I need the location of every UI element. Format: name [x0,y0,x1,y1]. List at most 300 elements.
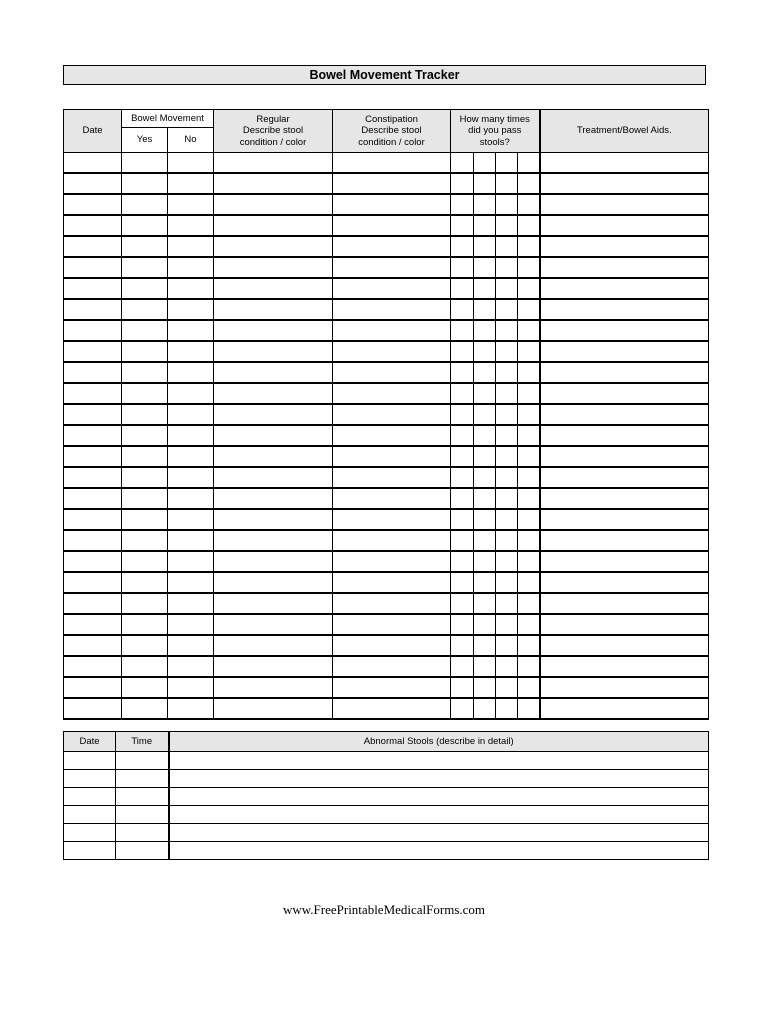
constipation-cell[interactable] [333,404,451,425]
constipation-cell[interactable] [333,488,451,509]
yes-cell[interactable] [122,572,168,593]
regular-cell[interactable] [214,194,333,215]
times-cell-1[interactable] [451,677,474,698]
no-cell[interactable] [168,698,214,719]
times-cell-3[interactable] [496,677,518,698]
times-cell-1[interactable] [451,362,474,383]
times-cell-1[interactable] [451,383,474,404]
treatment-cell[interactable] [540,446,709,467]
constipation-cell[interactable] [333,509,451,530]
times-cell-3[interactable] [496,194,518,215]
times-cell-1[interactable] [451,467,474,488]
treatment-cell[interactable] [540,572,709,593]
treatment-cell[interactable] [540,593,709,614]
no-cell[interactable] [168,153,214,174]
treatment-cell[interactable] [540,173,709,194]
abnormal-description-cell[interactable] [169,788,709,806]
yes-cell[interactable] [122,320,168,341]
abnormal-description-cell[interactable] [169,806,709,824]
yes-cell[interactable] [122,404,168,425]
times-cell-1[interactable] [451,656,474,677]
times-cell-4[interactable] [518,488,540,509]
times-cell-1[interactable] [451,572,474,593]
header-date: Date [64,110,122,153]
yes-cell[interactable] [122,173,168,194]
times-cell-3[interactable] [496,593,518,614]
times-cell-1[interactable] [451,551,474,572]
treatment-cell[interactable] [540,488,709,509]
treatment-cell[interactable] [540,425,709,446]
regular-cell[interactable] [214,509,333,530]
no-cell[interactable] [168,656,214,677]
regular-cell[interactable] [214,362,333,383]
abnormal-time-cell[interactable] [116,842,169,860]
regular-cell[interactable] [214,404,333,425]
constipation-cell[interactable] [333,194,451,215]
yes-cell[interactable] [122,530,168,551]
times-cell-2[interactable] [474,320,496,341]
date-cell[interactable] [64,551,122,572]
times-cell-2[interactable] [474,488,496,509]
treatment-cell[interactable] [540,194,709,215]
no-cell[interactable] [168,278,214,299]
times-cell-3[interactable] [496,236,518,257]
yes-cell[interactable] [122,194,168,215]
treatment-cell[interactable] [540,257,709,278]
date-cell[interactable] [64,488,122,509]
abnormal-time-cell[interactable] [116,752,169,770]
yes-cell[interactable] [122,551,168,572]
yes-cell[interactable] [122,362,168,383]
times-cell-4[interactable] [518,677,540,698]
yes-cell[interactable] [122,446,168,467]
date-cell[interactable] [64,635,122,656]
times-cell-1[interactable] [451,698,474,719]
constipation-cell[interactable] [333,153,451,174]
times-cell-4[interactable] [518,698,540,719]
treatment-cell[interactable] [540,383,709,404]
no-cell[interactable] [168,194,214,215]
regular-cell[interactable] [214,698,333,719]
yes-cell[interactable] [122,635,168,656]
yes-cell[interactable] [122,467,168,488]
no-cell[interactable] [168,488,214,509]
times-cell-3[interactable] [496,404,518,425]
times-cell-1[interactable] [451,509,474,530]
times-cell-4[interactable] [518,299,540,320]
no-cell[interactable] [168,341,214,362]
times-cell-2[interactable] [474,614,496,635]
constipation-cell[interactable] [333,614,451,635]
regular-cell[interactable] [214,341,333,362]
times-cell-2[interactable] [474,530,496,551]
times-cell-3[interactable] [496,383,518,404]
times-cell-3[interactable] [496,698,518,719]
yes-cell[interactable] [122,153,168,174]
regular-cell[interactable] [214,677,333,698]
times-cell-4[interactable] [518,383,540,404]
treatment-cell[interactable] [540,509,709,530]
constipation-cell[interactable] [333,677,451,698]
abnormal-row [64,824,709,842]
times-cell-1[interactable] [451,194,474,215]
times-cell-3[interactable] [496,551,518,572]
date-cell[interactable] [64,593,122,614]
yes-cell[interactable] [122,257,168,278]
times-cell-4[interactable] [518,467,540,488]
abnormal-description-cell[interactable] [169,842,709,860]
tracker-row [64,236,709,257]
yes-cell[interactable] [122,215,168,236]
times-cell-2[interactable] [474,572,496,593]
no-cell[interactable] [168,173,214,194]
times-cell-3[interactable] [496,467,518,488]
times-cell-1[interactable] [451,341,474,362]
times-cell-1[interactable] [451,278,474,299]
times-cell-4[interactable] [518,551,540,572]
constipation-cell[interactable] [333,593,451,614]
regular-cell[interactable] [214,635,333,656]
date-cell[interactable] [64,404,122,425]
no-cell[interactable] [168,236,214,257]
date-cell[interactable] [64,698,122,719]
times-cell-4[interactable] [518,572,540,593]
regular-cell[interactable] [214,530,333,551]
constipation-cell[interactable] [333,236,451,257]
times-cell-2[interactable] [474,446,496,467]
times-cell-1[interactable] [451,614,474,635]
times-cell-2[interactable] [474,467,496,488]
no-cell[interactable] [168,404,214,425]
date-cell[interactable] [64,383,122,404]
times-cell-4[interactable] [518,215,540,236]
no-cell[interactable] [168,446,214,467]
constipation-cell[interactable] [333,656,451,677]
times-cell-3[interactable] [496,257,518,278]
times-cell-1[interactable] [451,257,474,278]
times-cell-4[interactable] [518,635,540,656]
treatment-cell[interactable] [540,551,709,572]
no-cell[interactable] [168,467,214,488]
treatment-cell[interactable] [540,530,709,551]
yes-cell[interactable] [122,656,168,677]
regular-cell[interactable] [214,467,333,488]
regular-cell[interactable] [214,572,333,593]
times-cell-4[interactable] [518,257,540,278]
abnormal-date-cell[interactable] [64,770,116,788]
times-cell-1[interactable] [451,153,474,174]
times-cell-4[interactable] [518,278,540,299]
times-cell-4[interactable] [518,341,540,362]
constipation-cell[interactable] [333,530,451,551]
no-cell[interactable] [168,635,214,656]
times-cell-3[interactable] [496,656,518,677]
treatment-cell[interactable] [540,278,709,299]
yes-cell[interactable] [122,425,168,446]
regular-cell[interactable] [214,383,333,404]
treatment-cell[interactable] [540,236,709,257]
tracker-row [64,153,709,174]
times-cell-4[interactable] [518,153,540,174]
date-cell[interactable] [64,509,122,530]
regular-cell[interactable] [214,236,333,257]
tracker-row [64,698,709,719]
times-cell-2[interactable] [474,698,496,719]
times-cell-1[interactable] [451,635,474,656]
abnormal-description-cell[interactable] [169,752,709,770]
yes-cell[interactable] [122,509,168,530]
abnormal-date-cell[interactable] [64,788,116,806]
times-cell-3[interactable] [496,635,518,656]
times-cell-2[interactable] [474,404,496,425]
abnormal-date-cell[interactable] [64,752,116,770]
constipation-cell[interactable] [333,320,451,341]
times-cell-2[interactable] [474,383,496,404]
times-cell-2[interactable] [474,635,496,656]
yes-cell[interactable] [122,383,168,404]
date-cell[interactable] [64,341,122,362]
times-cell-1[interactable] [451,425,474,446]
times-cell-4[interactable] [518,656,540,677]
date-cell[interactable] [64,320,122,341]
abnormal-description-cell[interactable] [169,824,709,842]
yes-cell[interactable] [122,299,168,320]
constipation-cell[interactable] [333,698,451,719]
date-cell[interactable] [64,425,122,446]
abnormal-date-cell[interactable] [64,824,116,842]
abnormal-date-cell[interactable] [64,842,116,860]
constipation-cell[interactable] [333,467,451,488]
constipation-cell[interactable] [333,551,451,572]
treatment-cell[interactable] [540,299,709,320]
regular-cell[interactable] [214,614,333,635]
tracker-row [64,677,709,698]
times-cell-1[interactable] [451,446,474,467]
abnormal-description-cell[interactable] [169,770,709,788]
times-cell-2[interactable] [474,341,496,362]
constipation-cell[interactable] [333,341,451,362]
date-cell[interactable] [64,194,122,215]
times-cell-3[interactable] [496,299,518,320]
times-cell-2[interactable] [474,593,496,614]
treatment-cell[interactable] [540,656,709,677]
treatment-cell[interactable] [540,467,709,488]
abnormal-time-cell[interactable] [116,824,169,842]
times-cell-3[interactable] [496,425,518,446]
abnormal-time-cell[interactable] [116,806,169,824]
times-cell-3[interactable] [496,320,518,341]
regular-cell[interactable] [214,656,333,677]
treatment-cell[interactable] [540,614,709,635]
times-cell-4[interactable] [518,173,540,194]
times-cell-4[interactable] [518,320,540,341]
constipation-cell[interactable] [333,278,451,299]
times-cell-4[interactable] [518,530,540,551]
yes-cell[interactable] [122,698,168,719]
treatment-cell[interactable] [540,698,709,719]
constipation-cell[interactable] [333,446,451,467]
regular-cell[interactable] [214,173,333,194]
abnormal-time-cell[interactable] [116,770,169,788]
times-cell-2[interactable] [474,257,496,278]
yes-cell[interactable] [122,614,168,635]
constipation-cell[interactable] [333,635,451,656]
regular-cell[interactable] [214,425,333,446]
no-cell[interactable] [168,215,214,236]
times-cell-3[interactable] [496,509,518,530]
constipation-cell[interactable] [333,383,451,404]
times-cell-2[interactable] [474,551,496,572]
regular-cell[interactable] [214,299,333,320]
times-cell-2[interactable] [474,425,496,446]
times-cell-3[interactable] [496,173,518,194]
times-cell-1[interactable] [451,404,474,425]
yes-cell[interactable] [122,677,168,698]
no-cell[interactable] [168,677,214,698]
times-cell-1[interactable] [451,236,474,257]
abnormal-date-cell[interactable] [64,806,116,824]
times-cell-4[interactable] [518,194,540,215]
regular-cell[interactable] [214,446,333,467]
treatment-cell[interactable] [540,362,709,383]
times-cell-3[interactable] [496,572,518,593]
date-cell[interactable] [64,362,122,383]
times-cell-4[interactable] [518,614,540,635]
yes-cell[interactable] [122,488,168,509]
treatment-cell[interactable] [540,215,709,236]
times-cell-3[interactable] [496,278,518,299]
no-cell[interactable] [168,320,214,341]
abnormal-time-cell[interactable] [116,788,169,806]
yes-cell[interactable] [122,236,168,257]
times-cell-4[interactable] [518,236,540,257]
regular-cell[interactable] [214,320,333,341]
tracker-row [64,215,709,236]
times-cell-1[interactable] [451,320,474,341]
constipation-cell[interactable] [333,425,451,446]
times-cell-2[interactable] [474,362,496,383]
treatment-cell[interactable] [540,677,709,698]
date-cell[interactable] [64,299,122,320]
date-cell[interactable] [64,173,122,194]
date-cell[interactable] [64,446,122,467]
yes-cell[interactable] [122,278,168,299]
no-cell[interactable] [168,572,214,593]
constipation-cell[interactable] [333,572,451,593]
no-cell[interactable] [168,593,214,614]
constipation-cell[interactable] [333,215,451,236]
tracker-row [64,383,709,404]
times-cell-2[interactable] [474,153,496,174]
regular-cell[interactable] [214,278,333,299]
regular-cell[interactable] [214,153,333,174]
tracker-row [64,446,709,467]
tracker-row [64,362,709,383]
times-cell-3[interactable] [496,362,518,383]
times-cell-2[interactable] [474,278,496,299]
date-cell[interactable] [64,614,122,635]
times-cell-3[interactable] [496,530,518,551]
date-cell[interactable] [64,677,122,698]
times-cell-3[interactable] [496,341,518,362]
times-cell-1[interactable] [451,530,474,551]
times-cell-3[interactable] [496,215,518,236]
times-cell-3[interactable] [496,614,518,635]
regular-cell[interactable] [214,257,333,278]
date-cell[interactable] [64,572,122,593]
times-cell-2[interactable] [474,173,496,194]
times-cell-2[interactable] [474,509,496,530]
times-cell-1[interactable] [451,173,474,194]
constipation-cell[interactable] [333,299,451,320]
header-bowel-movement: Bowel Movement [122,110,214,128]
date-cell[interactable] [64,278,122,299]
treatment-cell[interactable] [540,635,709,656]
times-cell-2[interactable] [474,215,496,236]
date-cell[interactable] [64,153,122,174]
times-cell-1[interactable] [451,215,474,236]
no-cell[interactable] [168,509,214,530]
times-cell-3[interactable] [496,153,518,174]
times-cell-3[interactable] [496,446,518,467]
date-cell[interactable] [64,257,122,278]
times-cell-4[interactable] [518,509,540,530]
times-cell-2[interactable] [474,236,496,257]
constipation-cell[interactable] [333,257,451,278]
regular-cell[interactable] [214,488,333,509]
times-cell-4[interactable] [518,593,540,614]
date-cell[interactable] [64,236,122,257]
regular-cell[interactable] [214,551,333,572]
date-cell[interactable] [64,656,122,677]
date-cell[interactable] [64,530,122,551]
times-cell-2[interactable] [474,656,496,677]
no-cell[interactable] [168,299,214,320]
times-cell-4[interactable] [518,404,540,425]
yes-cell[interactable] [122,341,168,362]
yes-cell[interactable] [122,593,168,614]
times-cell-3[interactable] [496,488,518,509]
no-cell[interactable] [168,362,214,383]
regular-cell[interactable] [214,593,333,614]
constipation-cell[interactable] [333,173,451,194]
treatment-cell[interactable] [540,320,709,341]
no-cell[interactable] [168,383,214,404]
times-cell-2[interactable] [474,194,496,215]
no-cell[interactable] [168,530,214,551]
date-cell[interactable] [64,467,122,488]
times-cell-4[interactable] [518,446,540,467]
date-cell[interactable] [64,215,122,236]
no-cell[interactable] [168,551,214,572]
times-cell-2[interactable] [474,677,496,698]
constipation-cell[interactable] [333,362,451,383]
times-cell-4[interactable] [518,425,540,446]
times-cell-1[interactable] [451,488,474,509]
tracker-row [64,551,709,572]
regular-cell[interactable] [214,215,333,236]
times-cell-1[interactable] [451,299,474,320]
times-cell-1[interactable] [451,593,474,614]
treatment-cell[interactable] [540,404,709,425]
times-cell-4[interactable] [518,362,540,383]
no-cell[interactable] [168,425,214,446]
treatment-cell[interactable] [540,153,709,174]
no-cell[interactable] [168,257,214,278]
times-cell-2[interactable] [474,299,496,320]
treatment-cell[interactable] [540,341,709,362]
no-cell[interactable] [168,614,214,635]
